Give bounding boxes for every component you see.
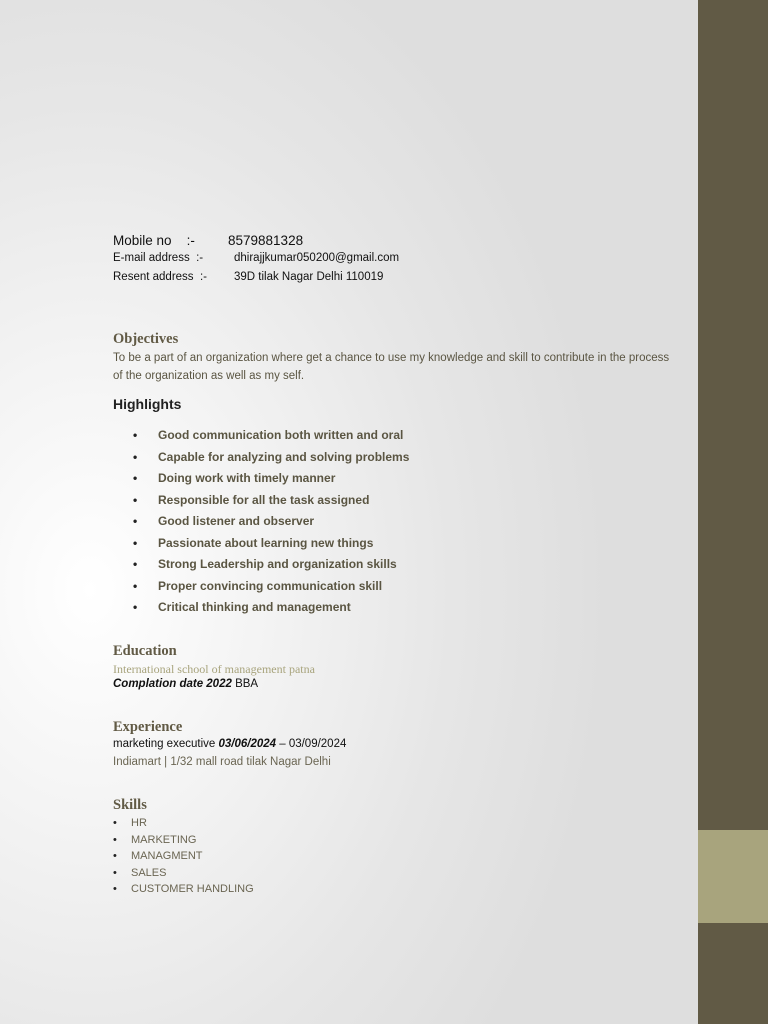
address-value: 39D tilak Nagar Delhi 110019 [234, 271, 384, 283]
email-value: dhirajjkumar050200@gmail.com [234, 252, 400, 264]
objectives-text: To be a part of an organization where get a chance to use my knowledge and skill to contribute in the process of the organization as well as my self. [113, 352, 670, 382]
list-item: • Strong Leadership and organization skills [113, 554, 409, 576]
list-item: • Responsible for all the task assigned [113, 490, 409, 512]
education-heading: Education [113, 643, 177, 659]
email-label: E-mail address :- [113, 252, 204, 264]
list-item: • MANAGMENT [113, 848, 254, 865]
experience-start-date: 03/06/2024 [218, 738, 277, 750]
experience-company: Indiamart | 1/32 mall road tilak Nagar Delhi [113, 756, 331, 768]
list-item: • MARKETING [113, 832, 254, 849]
list-item: • CUSTOMER HANDLING [113, 881, 254, 898]
highlights-list [113, 425, 409, 619]
education-school: International school of management patna [113, 662, 315, 676]
skills-list [113, 815, 254, 898]
highlights-heading: Highlights [113, 396, 182, 412]
mobile-value: 8579881328 [228, 233, 304, 248]
address-label: Resent address :- [113, 271, 207, 283]
education-details [113, 678, 258, 690]
education-date: Complation date 2022 [113, 678, 232, 690]
experience-role-line [113, 738, 346, 750]
email-row [113, 252, 399, 271]
list-item: • Good communication both written and oral [113, 425, 409, 447]
list-item: • Passionate about learning new things [113, 533, 409, 555]
contact-block [113, 233, 399, 290]
experience-end-date: – 03/09/2024 [276, 738, 347, 750]
list-item: • SALES [113, 865, 254, 882]
sidebar-accent-block [698, 830, 768, 923]
list-item: • HR [113, 815, 254, 832]
mobile-row [113, 233, 399, 252]
list-item: • Capable for analyzing and solving problems [113, 447, 409, 469]
address-row [113, 271, 399, 290]
objectives-heading: Objectives [113, 331, 179, 347]
experience-role: marketing executive [113, 738, 219, 750]
list-item: • Proper convincing communication skill [113, 576, 409, 598]
education-degree: BBA [231, 678, 259, 690]
experience-heading: Experience [113, 719, 183, 735]
skills-heading: Skills [113, 797, 147, 813]
list-item: • Critical thinking and management [113, 597, 409, 619]
list-item: • Doing work with timely manner [113, 468, 409, 490]
mobile-label: Mobile no :- [113, 233, 195, 248]
list-item: • Good listener and observer [113, 511, 409, 533]
